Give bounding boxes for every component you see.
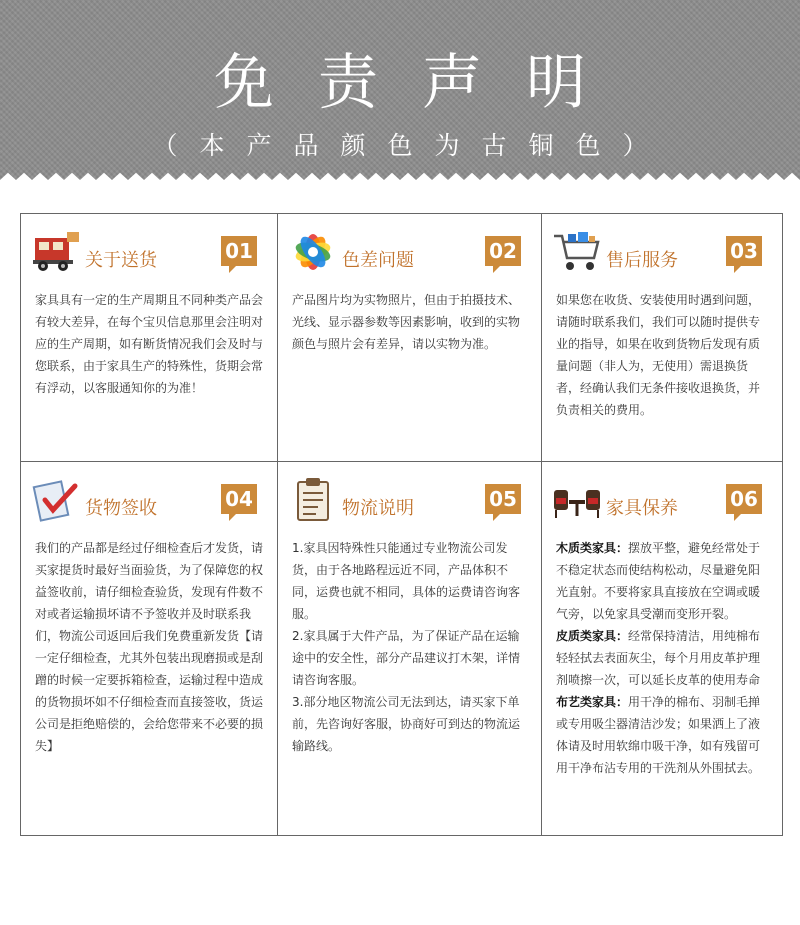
card-body bbox=[292, 289, 529, 355]
card-paragraph: 家具具有一定的生产周期且不同种类产品会有较大差异，在每个宝贝信息那里会注明对应的生产周期，如有断货情况我们会及时与您联系，由于家具生产的特殊性，货期会常有浮动，以客服通知你的为准！ bbox=[35, 293, 264, 395]
card-paragraph: 产品图片均为实物照片，但由于拍摄技术、光线、显示器参数等因素影响，收到的实物颜色与照片会有差异，请以实物为准。 bbox=[292, 293, 521, 351]
section-text-leather: 经常保持清洁，用纯棉布轻轻拭去表面灰尘，每个月用皮革护理剂喷擦一次，可以延长皮革的使用寿命 bbox=[556, 629, 761, 687]
card-furniture-care bbox=[541, 461, 782, 835]
card-body bbox=[292, 537, 529, 757]
card-after-sales bbox=[541, 214, 782, 461]
color-palette-icon bbox=[288, 228, 338, 276]
card-paragraph: 2.家具属于大件产品，为了保证产品在运输途中的安全性，部分产品建议打木架，详情请咨询客服。 bbox=[292, 629, 521, 687]
card-title: 关于送货 bbox=[85, 250, 157, 271]
rattan-furniture-icon bbox=[552, 476, 602, 524]
card-paragraph bbox=[556, 625, 770, 691]
card-paragraph bbox=[556, 537, 770, 625]
card-number-badge: 01 bbox=[221, 236, 257, 266]
page-subtitle: （本产品颜色为古铜色） bbox=[152, 131, 670, 160]
section-label-leather: 皮质类家具： bbox=[556, 629, 629, 643]
card-number-badge: 03 bbox=[726, 236, 762, 266]
page-title: 免责声明 bbox=[214, 48, 630, 118]
card-paragraph: 3.部分地区物流公司无法到达，请买家下单前，先咨询好客服，协商好可到达的物流运输路线。 bbox=[292, 695, 521, 753]
card-body bbox=[35, 537, 265, 757]
card-paragraph: 1.家具因特殊性只能通过专业物流公司发货，由于各地路程远近不同，产品体积不同，运费也就不相同，具体的运费请咨询客服。 bbox=[292, 541, 521, 621]
card-color-difference bbox=[277, 214, 541, 461]
card-body bbox=[556, 537, 770, 779]
card-body bbox=[35, 289, 265, 399]
info-grid bbox=[20, 213, 783, 836]
section-text-fabric: 用干净的棉布、羽制毛掸或专用吸尘器清洁沙发；如果洒上了液体请及时用软绵巾吸干净，如有残留可用干净布沾专用的干洗剂从外围拭去。 bbox=[556, 695, 761, 775]
section-label-wood: 木质类家具： bbox=[556, 541, 629, 555]
card-paragraph: 我们的产品都是经过仔细检查后才发货，请买家提货时最好当面验货，为了保障您的权益签收前，请仔细检查验货，发现有件数不对或者运输损坏请不予签收并及时联系我们，物流公司返回后我们免费重新发货【请一定仔细检查，尤其外包装出现磨损或是刮蹭的时候一定要拆箱检查，运输过程中造成的货物损坏如不仔细检查而直接签收，货运公司是拒绝赔偿的，会给您带来不必要的损失】 bbox=[35, 541, 264, 753]
card-title: 物流说明 bbox=[342, 498, 414, 519]
card-body bbox=[556, 289, 770, 421]
card-title: 色差问题 bbox=[342, 250, 414, 271]
shopping-cart-icon bbox=[552, 228, 602, 276]
card-paragraph: 如果您在收货、安装使用时遇到问题，请随时联系我们，我们可以随时提供专业的指导，如果在收到货物后发现有质量问题（非人为，无使用）需退换货者，经确认我们无条件接收退换货，并负责相关的费用。 bbox=[556, 293, 761, 417]
clipboard-icon bbox=[288, 476, 338, 524]
card-number-badge: 06 bbox=[726, 484, 762, 514]
card-paragraph bbox=[556, 691, 770, 779]
card-logistics bbox=[277, 461, 541, 835]
section-text-wood: 摆放平整，避免经常处于不稳定状态而使结构松动，尽量避免阳光直射。不要将家具直接放在空调或暖气旁，以免家具受潮而变形开裂。 bbox=[556, 541, 761, 621]
delivery-truck-icon bbox=[31, 228, 81, 276]
card-number-badge: 05 bbox=[485, 484, 521, 514]
card-delivery bbox=[21, 214, 277, 461]
section-label-fabric: 布艺类家具： bbox=[556, 695, 629, 709]
card-number-badge: 04 bbox=[221, 484, 257, 514]
checkmark-sign-icon bbox=[31, 476, 81, 524]
card-receipt-signing bbox=[21, 461, 277, 835]
card-title: 家具保养 bbox=[606, 498, 678, 519]
card-title: 售后服务 bbox=[606, 250, 678, 271]
card-number-badge: 02 bbox=[485, 236, 521, 266]
card-title: 货物签收 bbox=[85, 498, 157, 519]
